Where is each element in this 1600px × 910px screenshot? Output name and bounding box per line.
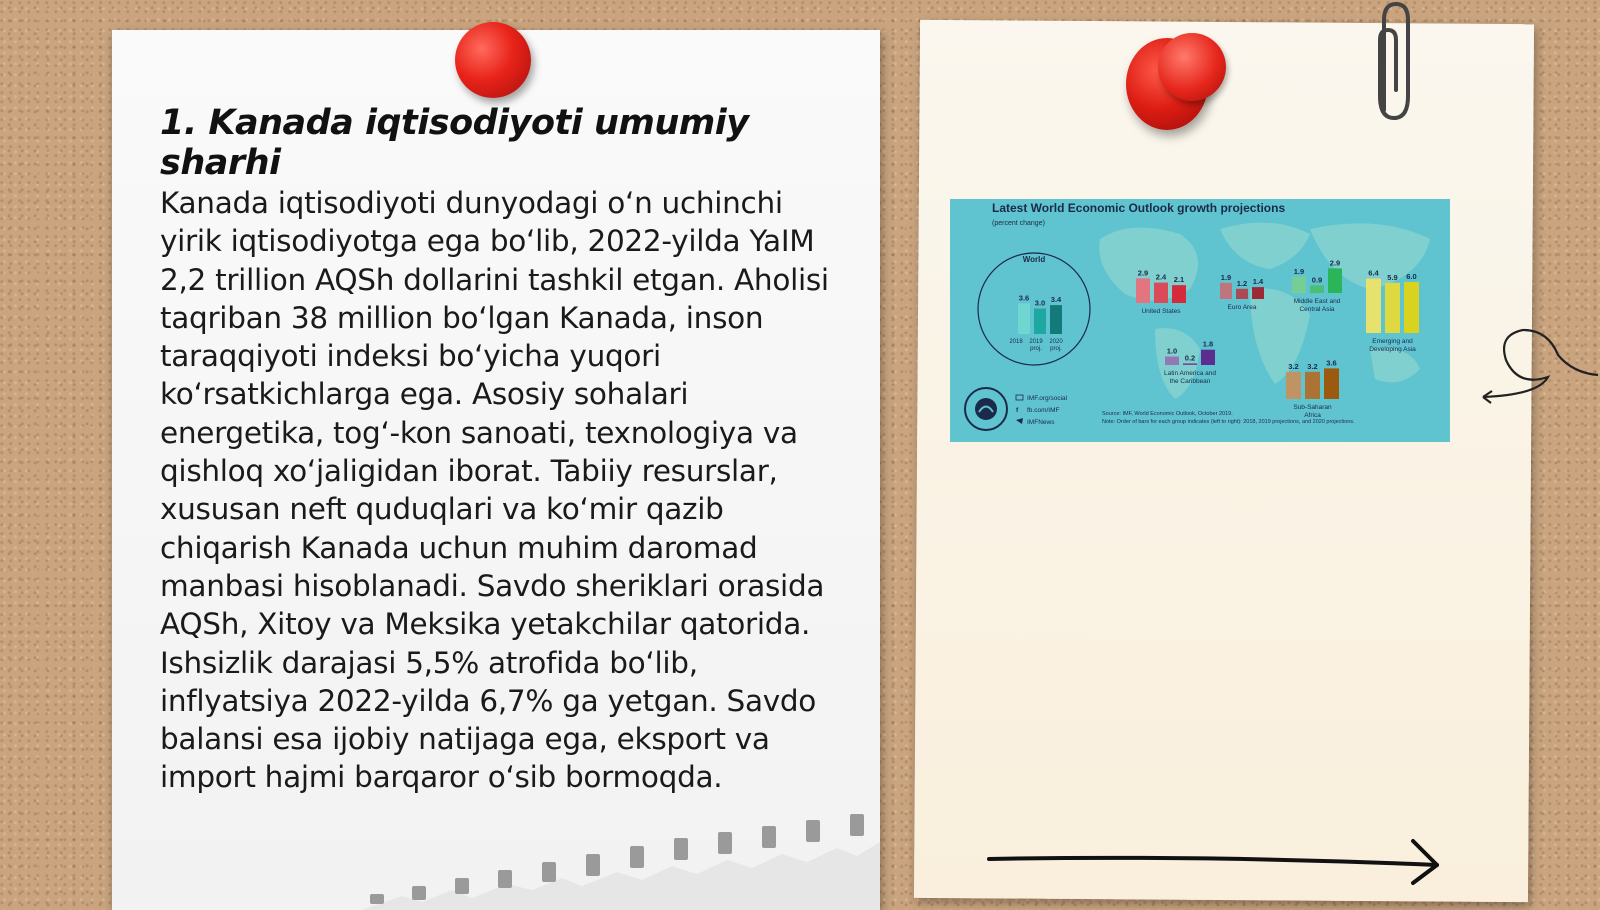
region-label: Middle East and Central Asia — [1293, 298, 1341, 313]
region-bar-value: 1.0 — [1166, 346, 1178, 356]
region-bar-value: 2.4 — [1155, 272, 1167, 282]
region-bar-value: 2.1 — [1173, 275, 1185, 285]
world-label: World — [1022, 255, 1046, 264]
region-bar-value: 1.8 — [1202, 339, 1214, 349]
twitter-icon — [1016, 418, 1023, 424]
world-axis-sublabel: proj. — [1050, 346, 1062, 352]
right-paper-note — [914, 20, 1534, 902]
region-bar-value: 3.2 — [1288, 361, 1299, 371]
region-bar — [1292, 277, 1306, 293]
region-bar-value: 3.2 — [1307, 361, 1318, 371]
world-bar — [1034, 309, 1046, 335]
region-label: Sub-Saharan Africa — [1293, 404, 1332, 419]
long-arrow-icon — [985, 835, 1450, 887]
red-pushpin-icon — [1158, 33, 1226, 101]
region-bar — [1310, 285, 1324, 293]
region-bar — [1172, 285, 1186, 303]
social-link: IMF.org/social — [1027, 395, 1068, 402]
region-bar — [1136, 278, 1150, 303]
region-bar — [1220, 283, 1232, 299]
social-facebook: fb.com/IMF — [1027, 407, 1060, 414]
region-bar-value: 1.4 — [1252, 277, 1264, 287]
region-bar-value: 6.0 — [1406, 272, 1417, 281]
world-bar-value: 3.4 — [1050, 295, 1062, 305]
region-bar — [1236, 289, 1248, 299]
torn-paper-edge — [112, 790, 880, 910]
region-bar-value: 5.9 — [1387, 272, 1398, 282]
world-axis-label: 2019 — [1029, 339, 1043, 345]
world-axis-sublabel: proj. — [1030, 346, 1042, 352]
region-label: Euro Area — [1227, 304, 1257, 311]
world-bar-value: 3.0 — [1034, 298, 1046, 308]
slide-body-text: Kanada iqtisodiyoti dunyodagi oʻn uchinchi yirik iqtisodiyotga ega boʻlib, 2022-yilda YaIM 2,2 trillion AQSh dollarini tashkil etgan. Aholisi taqriban 38 million boʻlgan Kanada, inson taraqqiyoti indeksi boʻyicha yuqori koʻrsatkichlarga ega. Asosiy sohalari energetika, togʻ-kon sanoati, texnologiya va qishloq xoʻjaligidan iborat. Tabiiy resurslar, xususan neft quduqlari va koʻmir qazib chiqarish Kanada uchun muhim daromad manbasi hisoblanadi. Savdo sheriklari orasida AQSh, Xitoy va Meksika yetakchilar qatorida. Ishsizlik darajasi 5,5% atrofida boʻlib, inflyatsiya 2022-yilda 6,7% ga yetgan. Savdo balansi esa ijobiy natijaga ega, eksport va import hajmi barqaror oʻsib bormoqda. — [160, 186, 829, 795]
imf-seal — [965, 388, 1007, 430]
chart-note: Note: Order of bars for each group indicates (left to right): 2018, 2019 projections, and 2020 projections. — [1102, 419, 1355, 425]
facebook-icon: f — [1016, 407, 1019, 414]
region-bar-value: 0.2 — [1184, 353, 1196, 363]
region-bar-value: 1.2 — [1236, 278, 1248, 288]
curly-arrow-icon — [1478, 315, 1600, 405]
region-bar — [1324, 368, 1339, 399]
world-bar — [1018, 303, 1030, 334]
region-bar-value: 6.4 — [1368, 268, 1379, 278]
region-bar — [1305, 372, 1320, 399]
region-bar — [1328, 268, 1342, 293]
growth-projections-chart — [950, 199, 1450, 442]
chart-canvas — [950, 199, 1450, 442]
social-link-icon — [1016, 395, 1023, 400]
world-axis-label: 2020 — [1049, 339, 1063, 345]
paperclip-icon — [1374, 0, 1412, 124]
region-bar-value: 2.9 — [1137, 268, 1149, 278]
region-bar — [1154, 283, 1168, 303]
chart-title: Latest World Economic Outlook growth projections — [992, 201, 1286, 215]
region-bar — [1252, 287, 1264, 299]
region-bar — [1201, 350, 1215, 365]
red-pushpin-icon — [455, 22, 531, 98]
region-label: Emerging and Developing Asia — [1369, 338, 1416, 353]
region-bar-value: 1.9 — [1220, 272, 1232, 282]
region-bar — [1286, 372, 1301, 399]
chart-source: Source: IMF, World Economic Outlook, October 2019. — [1102, 411, 1233, 417]
region-bar-value: 1.9 — [1293, 266, 1305, 276]
region-bar-value: 2.9 — [1329, 258, 1341, 268]
world-bar-value: 3.6 — [1018, 293, 1030, 303]
region-bar-value: 3.6 — [1326, 358, 1337, 368]
social-twitter: IMFNews — [1027, 419, 1055, 426]
world-bar — [1050, 305, 1062, 334]
region-bar — [1404, 282, 1419, 333]
region-bar — [1385, 283, 1400, 333]
region-label: United States — [1141, 308, 1181, 315]
slide-title: 1. Kanada iqtisodiyoti umumiy sharhi — [160, 103, 749, 183]
region-bar — [1366, 279, 1381, 333]
region-bar — [1183, 363, 1197, 365]
region-bar — [1165, 357, 1179, 366]
region-label: Latin America and the Caribbean — [1163, 370, 1217, 385]
chart-subtitle: (percent change) — [992, 220, 1045, 227]
region-bar-value: 0.9 — [1311, 275, 1323, 285]
world-axis-label: 2018 — [1009, 339, 1023, 345]
